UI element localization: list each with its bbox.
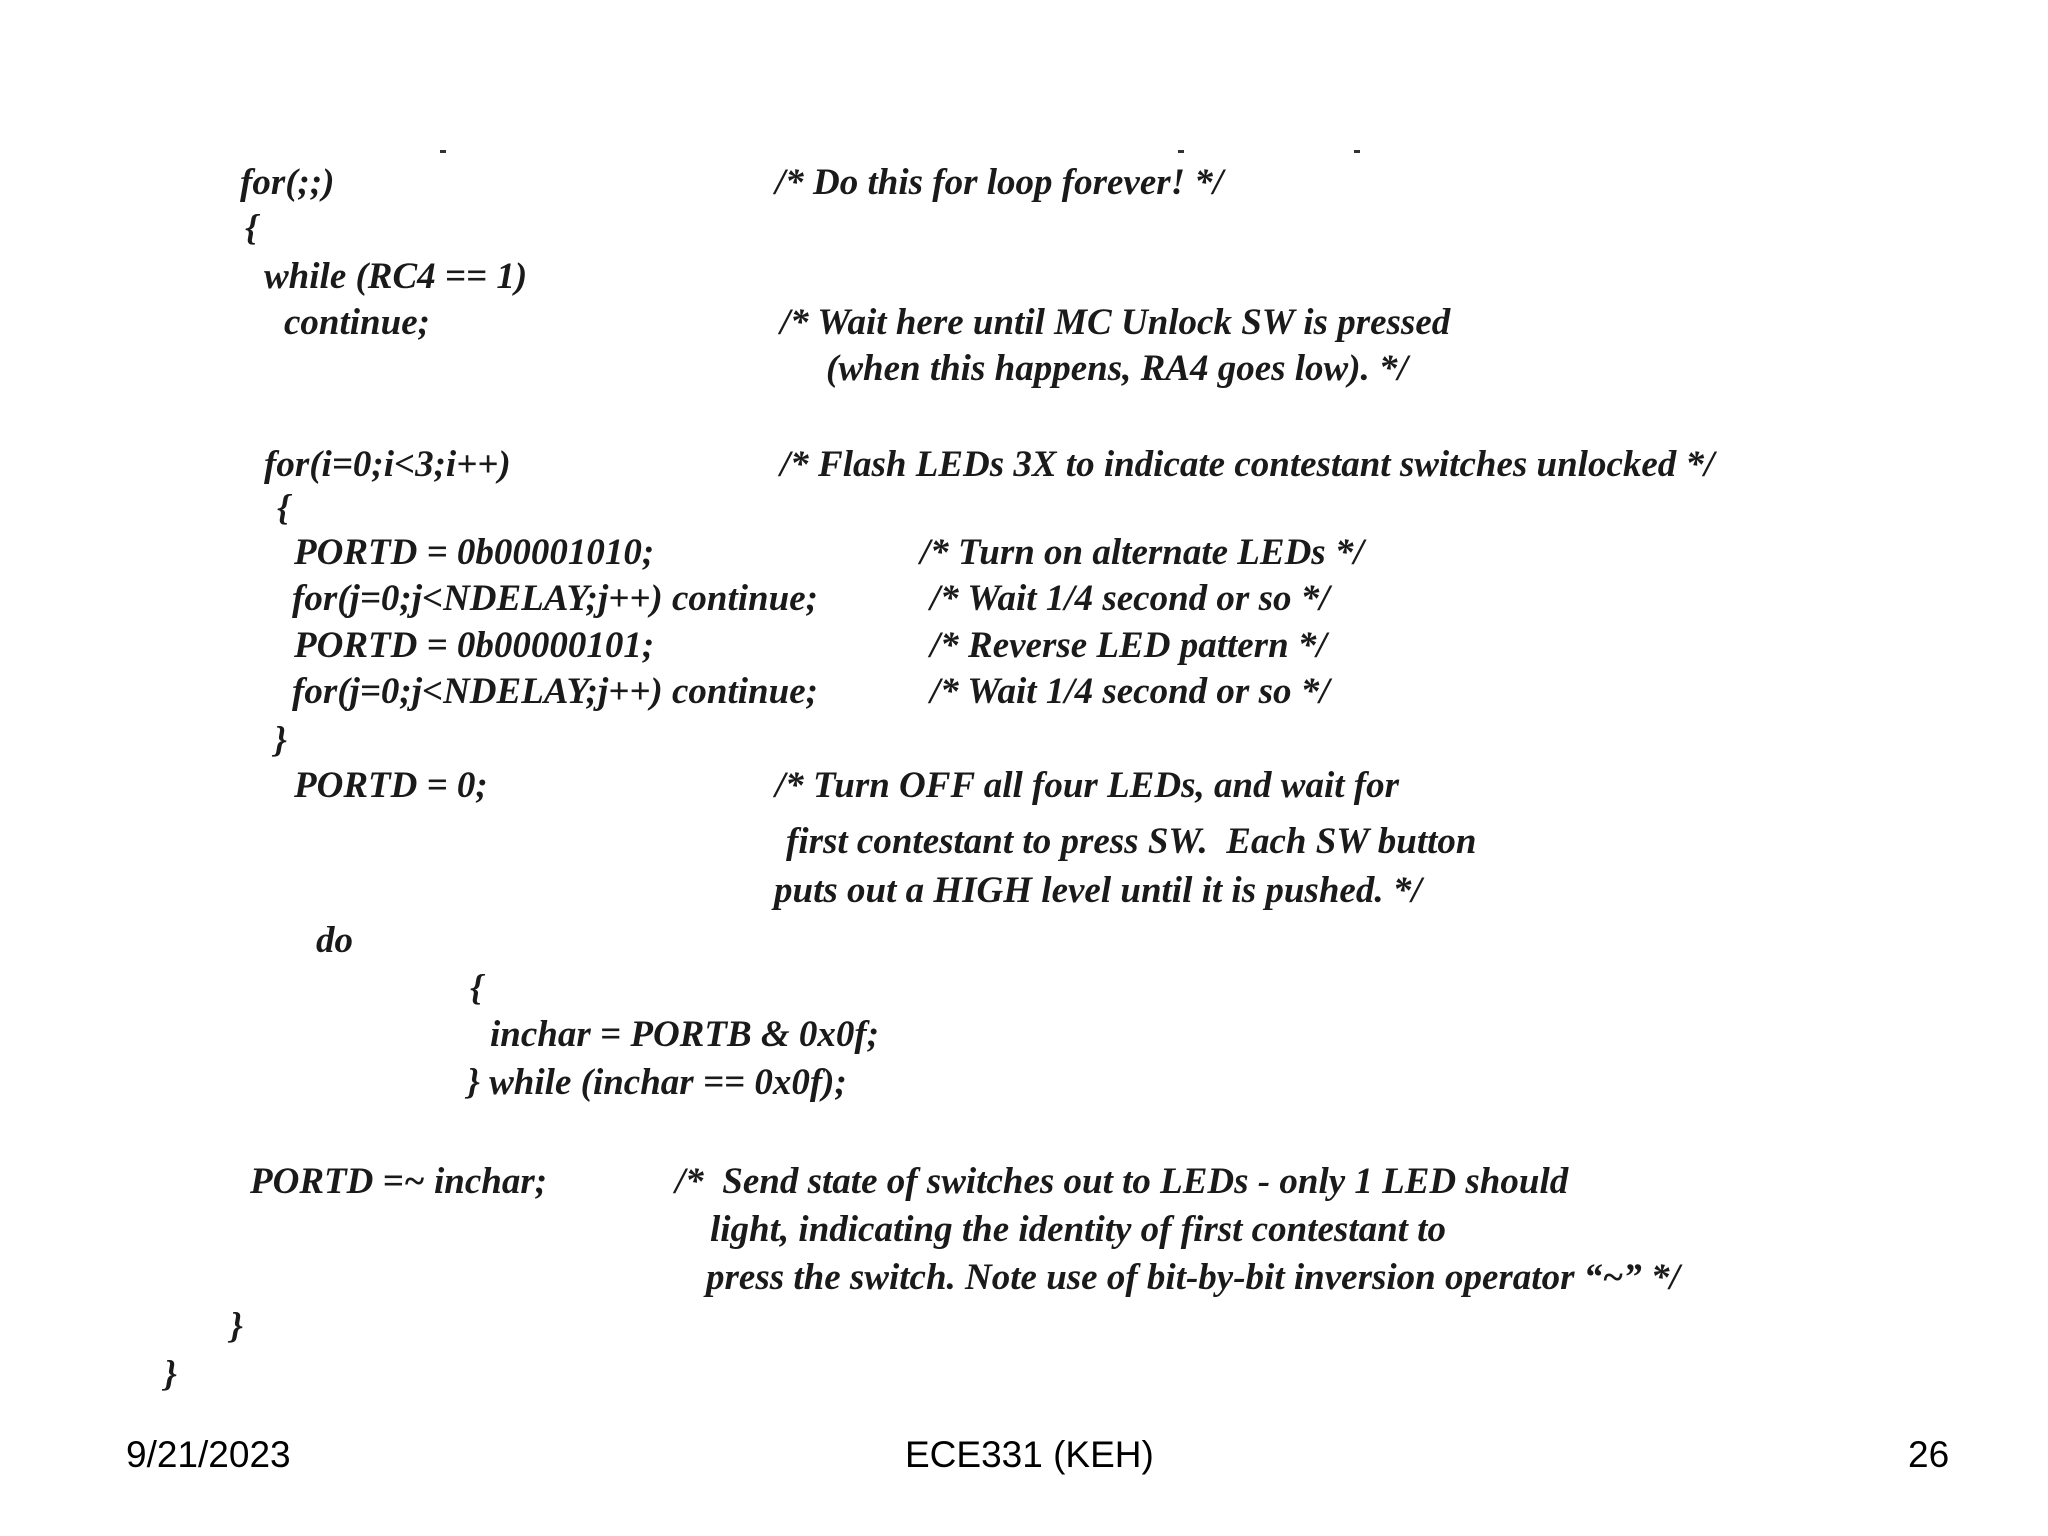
code-line-for-forever: for(;;) [240, 162, 335, 203]
comment-turn-off: first contestant to press SW. Each SW button [786, 821, 1477, 862]
comment-forever: /* Do this for loop forever! */ [775, 162, 1224, 203]
comment-alternate: /* Turn on alternate LEDs */ [920, 532, 1364, 573]
code-line-for-j: for(j=0;j<NDELAY;j++) continue; [292, 671, 818, 712]
code-line-continue: continue; [284, 302, 430, 343]
code-line-close-brace: } [164, 1354, 177, 1395]
scan-mark [440, 150, 446, 153]
comment-wait-unlock: /* Wait here until MC Unlock SW is pressed [780, 302, 1451, 343]
scan-mark [1354, 150, 1360, 153]
code-line-open-brace: { [277, 488, 290, 529]
code-line-open-brace: { [245, 208, 258, 249]
code-line-portd-invert: PORTD =~ inchar; [250, 1161, 548, 1202]
code-line-for-i: for(i=0;i<3;i++) [264, 444, 511, 485]
comment-wait-quarter: /* Wait 1/4 second or so */ [930, 578, 1330, 619]
comment-turn-off: puts out a HIGH level until it is pushed. */ [774, 870, 1422, 911]
code-line-for-j: for(j=0;j<NDELAY;j++) continue; [292, 578, 818, 619]
footer-course: ECE331 (KEH) [905, 1434, 1154, 1475]
code-line-open-brace: { [470, 968, 483, 1009]
code-line-portd-reverse: PORTD = 0b00000101; [294, 625, 655, 666]
scan-mark [1178, 150, 1184, 153]
code-line-portd-zero: PORTD = 0; [294, 765, 488, 806]
comment-send: /* Send state of switches out to LEDs - only 1 LED should [675, 1161, 1569, 1202]
code-line-while: while (RC4 == 1) [264, 256, 528, 297]
comment-turn-off: /* Turn OFF all four LEDs, and wait for [775, 765, 1400, 806]
comment-wait-quarter: /* Wait 1/4 second or so */ [930, 671, 1330, 712]
code-line-portd-alternate: PORTD = 0b00001010; [294, 532, 655, 573]
comment-flash: /* Flash LEDs 3X to indicate contestant switches unlocked */ [780, 444, 1715, 485]
code-line-do: do [316, 920, 353, 961]
comment-send: press the switch. Note use of bit-by-bit inversion operator “~” */ [706, 1257, 1680, 1298]
comment-wait-unlock: (when this happens, RA4 goes low). */ [826, 348, 1408, 389]
footer-page-number: 26 [1908, 1434, 1950, 1475]
comment-reverse: /* Reverse LED pattern */ [930, 625, 1327, 666]
code-line-inchar: inchar = PORTB & 0x0f; [490, 1014, 880, 1055]
footer-date: 9/21/2023 [126, 1434, 291, 1475]
code-line-while-inchar: } while (inchar == 0x0f); [467, 1062, 847, 1103]
code-line-close-brace: } [274, 720, 287, 761]
comment-send: light, indicating the identity of first contestant to [710, 1209, 1446, 1250]
code-line-close-brace: } [230, 1306, 243, 1347]
